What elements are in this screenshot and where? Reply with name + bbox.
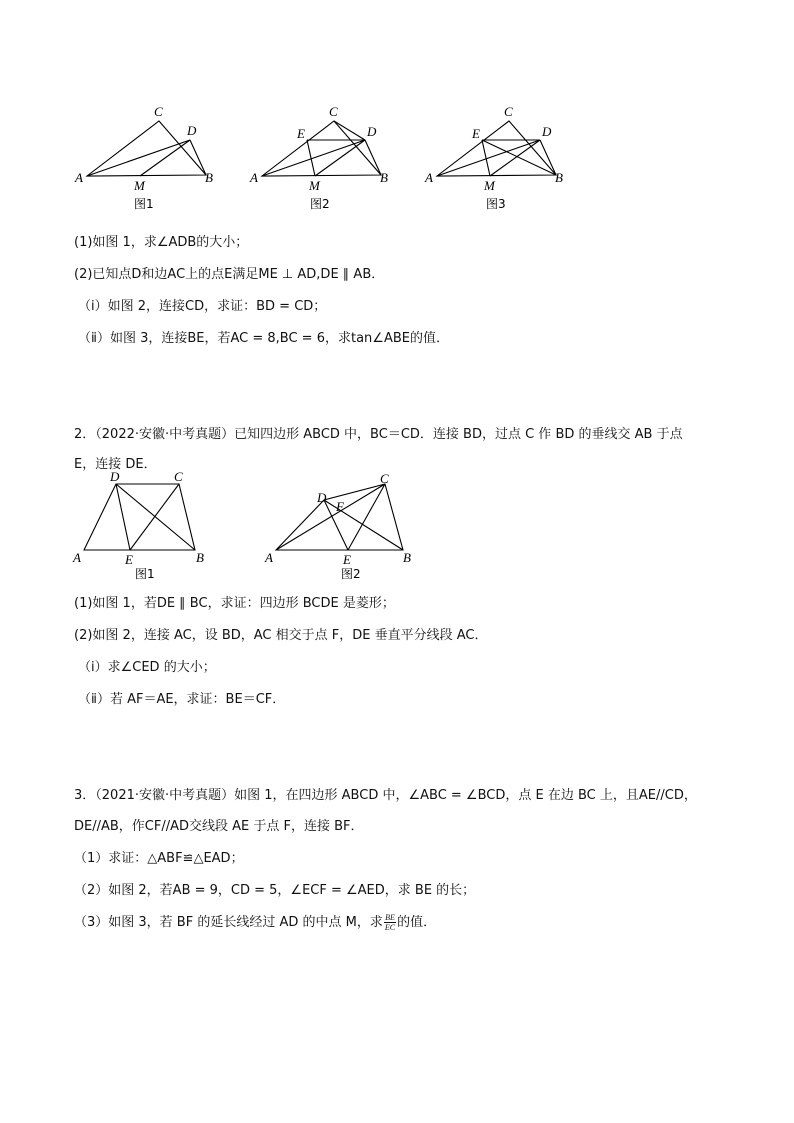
label-b: B bbox=[380, 170, 388, 185]
label-b: B bbox=[205, 170, 213, 185]
quadrilateral-abcd bbox=[276, 484, 403, 550]
label-e: E bbox=[297, 126, 305, 141]
label-m: M bbox=[134, 178, 145, 193]
p3-question-1: （1）求证：△ABF≌△EAD； bbox=[74, 851, 244, 866]
p1-fig2-caption: 图2 bbox=[310, 197, 330, 211]
label-f: F bbox=[336, 499, 344, 514]
p1-question-2: (2)已知点D和边AC上的点E满足ME ⊥ AD,DE ∥ AB． bbox=[74, 267, 385, 282]
label-d: D bbox=[187, 123, 197, 138]
label-b: B bbox=[403, 550, 411, 565]
segment-db bbox=[190, 140, 206, 175]
segment-ce bbox=[130, 484, 179, 550]
p2-question-2-ii: （ⅱ）若 AF＝AE，求证：BE＝CF． bbox=[78, 692, 286, 707]
fraction-be-over-ec bbox=[384, 913, 396, 932]
quadrilateral-abcd bbox=[84, 484, 195, 550]
fraction-numerator: BE bbox=[385, 913, 395, 922]
triangle-abc bbox=[262, 121, 381, 176]
label-c: C bbox=[154, 104, 163, 119]
p2-fig2-caption: 图2 bbox=[341, 567, 361, 581]
p3-question-3-prefix: （3）如图 3，若 BF 的延长线经过 AD 的中点 M，求 bbox=[74, 915, 383, 930]
label-d: D bbox=[367, 124, 377, 139]
p3-question-3-suffix: 的值． bbox=[397, 915, 437, 930]
p1-figure-1-diagram bbox=[70, 100, 220, 193]
label-c: C bbox=[504, 104, 513, 119]
label-a: A bbox=[425, 170, 433, 185]
p2-figure-2-diagram bbox=[262, 472, 422, 567]
p1-question-1: (1)如图 1，求∠ADB的大小； bbox=[74, 235, 249, 250]
label-c: C bbox=[329, 104, 338, 119]
label-a: A bbox=[73, 550, 81, 565]
p1-fig3-caption: 图3 bbox=[486, 197, 506, 211]
label-d: D bbox=[317, 490, 327, 505]
label-b: B bbox=[196, 550, 204, 565]
p2-figure-2 bbox=[262, 472, 422, 567]
p1-fig1-caption: 图1 bbox=[134, 197, 154, 211]
p1-question-2-i: （ⅰ）如图 2，连接CD，求证：BD = CD； bbox=[78, 299, 327, 314]
p2-stem-line-1: 2．（2022·安徽·中考真题）已知四边形 ABCD 中，BC＝CD．连接 BD，过点 C 作 BD 的垂线交 AB 于点 bbox=[74, 427, 683, 442]
segment-cd bbox=[334, 121, 365, 140]
label-e: E bbox=[472, 126, 480, 141]
label-e: E bbox=[125, 552, 133, 567]
label-d: D bbox=[542, 124, 552, 139]
segment-db bbox=[540, 140, 556, 175]
segment-ad bbox=[87, 140, 190, 176]
p2-figure-1 bbox=[70, 469, 220, 567]
p2-question-1: (1)如图 1，若DE ∥ BC，求证：四边形 BCDE 是菱形； bbox=[74, 596, 395, 611]
label-b: B bbox=[555, 170, 563, 185]
p3-stem-line-1: 3．（2021·安徽·中考真题）如图 1，在四边形 ABCD 中，∠ABC = ∠BCD，点 E 在边 BC 上，且AE//CD， bbox=[74, 788, 697, 803]
p2-question-2: (2)如图 2，连接 AC，设 BD，AC 相交于点 F，DE 垂直平分线段 AC． bbox=[74, 628, 488, 643]
segment-ac bbox=[276, 484, 385, 550]
label-d: D bbox=[110, 469, 120, 484]
label-c: C bbox=[380, 471, 389, 486]
label-a: A bbox=[265, 550, 273, 565]
p1-figure-3 bbox=[420, 100, 570, 193]
label-a: A bbox=[75, 170, 83, 185]
segment-ce bbox=[348, 484, 385, 550]
label-m: M bbox=[484, 178, 495, 193]
segment-db bbox=[365, 140, 381, 175]
fraction-denominator: EC bbox=[384, 923, 396, 932]
segment-md bbox=[490, 140, 540, 176]
p2-figure-1-diagram bbox=[70, 469, 220, 567]
triangle-abc bbox=[437, 121, 556, 176]
segment-md bbox=[315, 140, 365, 176]
p3-question-2: （2）如图 2，若AB = 9，CD = 5，∠ECF = ∠AED，求 BE 的长； bbox=[74, 883, 476, 898]
label-a: A bbox=[250, 170, 258, 185]
p2-question-2-i: （ⅰ）求∠CED 的大小； bbox=[78, 660, 216, 675]
p2-fig1-caption: 图1 bbox=[135, 567, 155, 581]
segment-md bbox=[140, 140, 190, 176]
p3-stem-line-2: DE//AB，作CF//AD交线段 AE 于点 F，连接 BF． bbox=[74, 819, 364, 834]
p1-figure-1 bbox=[70, 100, 220, 193]
p3-question-3 bbox=[74, 911, 436, 932]
p1-question-2-ii: （ⅱ）如图 3，连接BE，若AC = 8,BC = 6，求tan∠ABE的值． bbox=[78, 331, 449, 346]
label-e: E bbox=[343, 552, 351, 567]
segment-eb bbox=[482, 140, 556, 175]
p1-figure-2-diagram bbox=[245, 100, 395, 193]
label-c: C bbox=[174, 469, 183, 484]
label-m: M bbox=[309, 178, 320, 193]
p1-figure-2 bbox=[245, 100, 395, 193]
p2-stem-line-2: E，连接 DE． bbox=[74, 457, 157, 472]
p1-figure-3-diagram bbox=[420, 100, 570, 193]
